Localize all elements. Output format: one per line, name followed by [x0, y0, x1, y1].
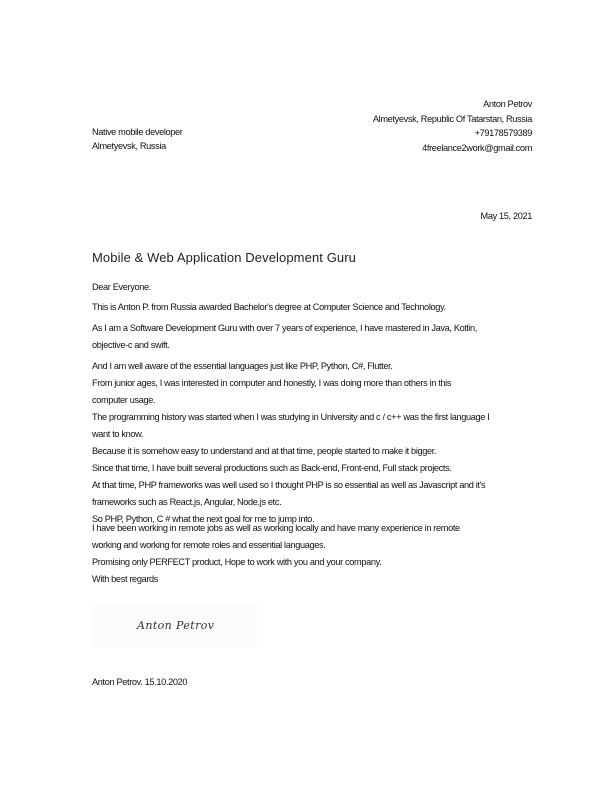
paragraph-line: This is Anton P. from Russia awarded Bachelor's degree at Computer Science and Technology. [92, 302, 446, 312]
salutation: Dear Everyone. [92, 282, 151, 292]
paragraph-line: objective-c and swift. [92, 340, 170, 350]
paragraph-line: From junior ages, I was interested in computer and honestly, I was doing more than others in this [92, 378, 452, 388]
letter-date: May 15, 2021 [480, 211, 532, 221]
sender-phone: +79178579389 [474, 128, 532, 138]
paragraph-line: working and working for remote roles and essential languages. [92, 540, 326, 550]
sender-block [373, 98, 532, 156]
paragraph-line: The programming history was started when I was studying in University and c / c++ was the first language I [92, 412, 490, 422]
paragraph-1 [92, 299, 552, 316]
sender-name: Anton Petrov [483, 99, 532, 109]
paragraph-line: With best regards [92, 574, 159, 584]
footer-signoff: Anton Petrov. 15.10.2020 [92, 677, 188, 687]
paragraph-line: And I am well aware of the essential languages just like PHP, Python, C#, Flutter. [92, 361, 393, 371]
signature-image [92, 603, 257, 648]
paragraph-2 [92, 320, 552, 354]
paragraph-line: Promising only PERFECT product, Hope to work with you and your company. [92, 557, 382, 567]
recipient-role: Native mobile developer [92, 127, 183, 137]
recipient-location: Almetyevsk, Russia [92, 141, 166, 151]
paragraph-line: Since that time, I have built several productions such as Back-end, Front-end, Full stack projects. [92, 463, 452, 473]
paragraph-line: At that time, PHP frameworks was well used so I thought PHP is so essential as well as Javascript and it's [92, 480, 486, 490]
letter-title: Mobile & Web Application Development Guru [92, 250, 356, 265]
paragraph-line: frameworks such as React.js, Angular, Node.js etc. [92, 497, 282, 507]
paragraph-line: want to know. [92, 429, 144, 439]
sender-address: Almetyevsk, Republic Of Tatarstan, Russia [372, 113, 532, 124]
paragraph-4 [92, 520, 552, 588]
paragraph-line: I have been working in remote jobs as well as working locally and have many experience in remote [92, 523, 460, 533]
paragraph-line: So PHP, Python, C # what the next goal for me to jump into. [92, 514, 315, 524]
signature-text: Anton Petrov [137, 619, 215, 632]
sender-email: 4freelance2work@gmail.com [422, 142, 532, 153]
paragraph-line: computer usage. [92, 395, 156, 405]
paragraph-3 [92, 358, 552, 528]
paragraph-line: Because it is somehow easy to understand and at that time, people started to make it bigger. [92, 446, 437, 456]
paragraph-line: As I am a Software Development Guru with over 7 years of experience, I have mastered in Java, Kotlin, [92, 323, 477, 333]
